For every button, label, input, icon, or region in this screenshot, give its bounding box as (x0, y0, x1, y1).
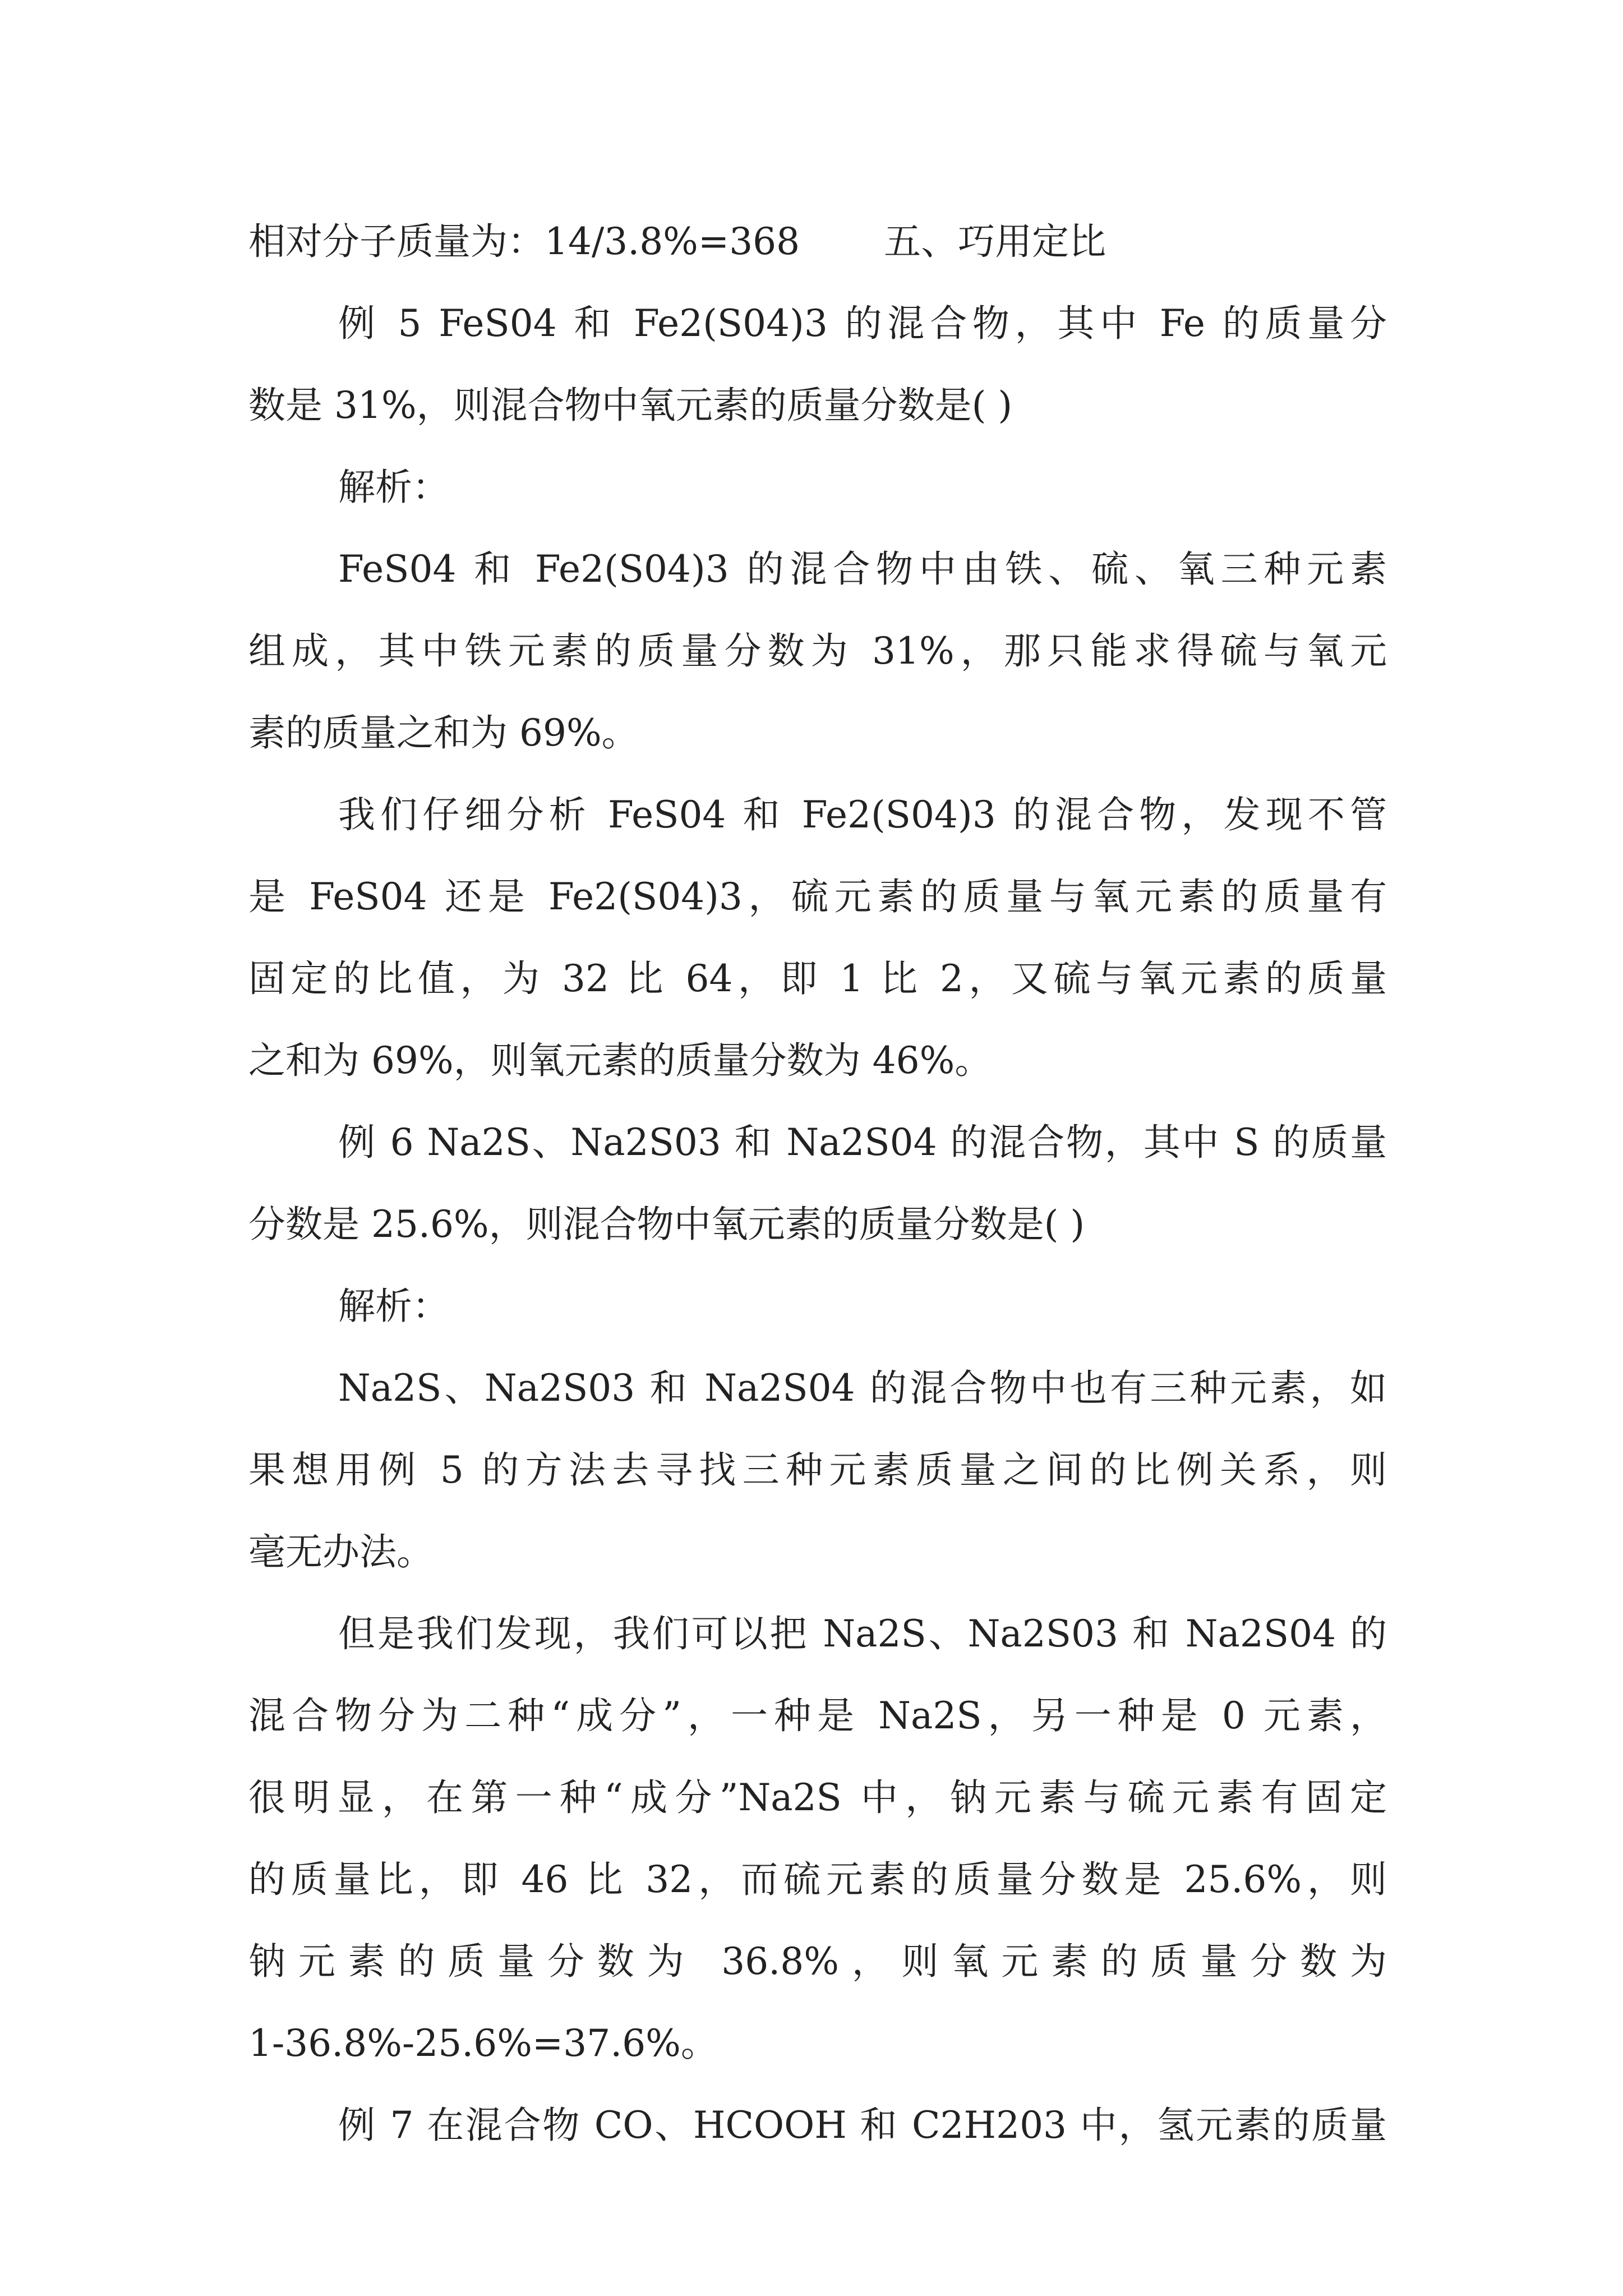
text-line: 但是我们发现，我们可以把 Na2S、Na2S03 和 Na2S04 的 (338, 1612, 1387, 1655)
text-line: 毫无办法。 (248, 1530, 434, 1573)
text-line: 例 6 Na2S、Na2S03 和 Na2S04 的混合物，其中 S 的质量 (338, 1121, 1387, 1164)
text-line: 钠元素的质量分数为 36.8%，则氧元素的质量分数为 (248, 1940, 1387, 1983)
text-line: 解析： (338, 466, 449, 509)
text-line: 固定的比值，为 32 比 64，即 1 比 2，又硫与氧元素的质量 (248, 957, 1387, 1000)
text-line: 混合物分为二种“成分”，一种是 Na2S，另一种是 0 元素， (248, 1694, 1387, 1737)
text-line: 的质量比，即 46 比 32，而硫元素的质量分数是 25.6%，则 (248, 1858, 1387, 1901)
text-line: 分数是 25.6%，则混合物中氧元素的质量分数是( ) (248, 1203, 1085, 1246)
text-line (248, 200, 1387, 284)
text-line: 解析： (338, 1285, 449, 1328)
text-line: 组成，其中铁元素的质量分数为 31%，那只能求得硫与氧元 (248, 629, 1387, 673)
text-line: 1-36.8%-25.6%=37.6%。 (248, 2022, 718, 2065)
text-line: 数是 31%，则混合物中氧元素的质量分数是( ) (248, 384, 1013, 427)
text-line: 之和为 69%，则氧元素的质量分数为 46%。 (248, 1039, 992, 1082)
text-line: FeS04 和 Fe2(S04)3 的混合物中由铁、硫、氧三种元素 (338, 547, 1387, 591)
text-segment: 相对分子质量为：14/3.8%=368 (248, 220, 800, 263)
text-line: 很明显，在第一种“成分”Na2S 中，钠元素与硫元素有固定 (248, 1776, 1387, 1819)
text-line: 例 7 在混合物 CO、HCOOH 和 C2H203 中，氢元素的质量 (338, 2104, 1387, 2147)
section-heading: 五、巧用定比 (884, 220, 1106, 263)
text-line: 果想用例 5 的方法去寻找三种元素质量之间的比例关系，则 (248, 1448, 1387, 1492)
text-line: 我们仔细分析 FeS04 和 Fe2(S04)3 的混合物，发现不管 (338, 793, 1387, 836)
text-line: 例 5 FeS04 和 Fe2(S04)3 的混合物，其中 Fe 的质量分 (338, 302, 1387, 345)
text-line: 素的质量之和为 69%。 (248, 711, 639, 754)
text-line: Na2S、Na2S03 和 Na2S04 的混合物中也有三种元素，如 (338, 1366, 1387, 1410)
text-line: 是 FeS04 还是 Fe2(S04)3，硫元素的质量与氧元素的质量有 (248, 875, 1387, 918)
